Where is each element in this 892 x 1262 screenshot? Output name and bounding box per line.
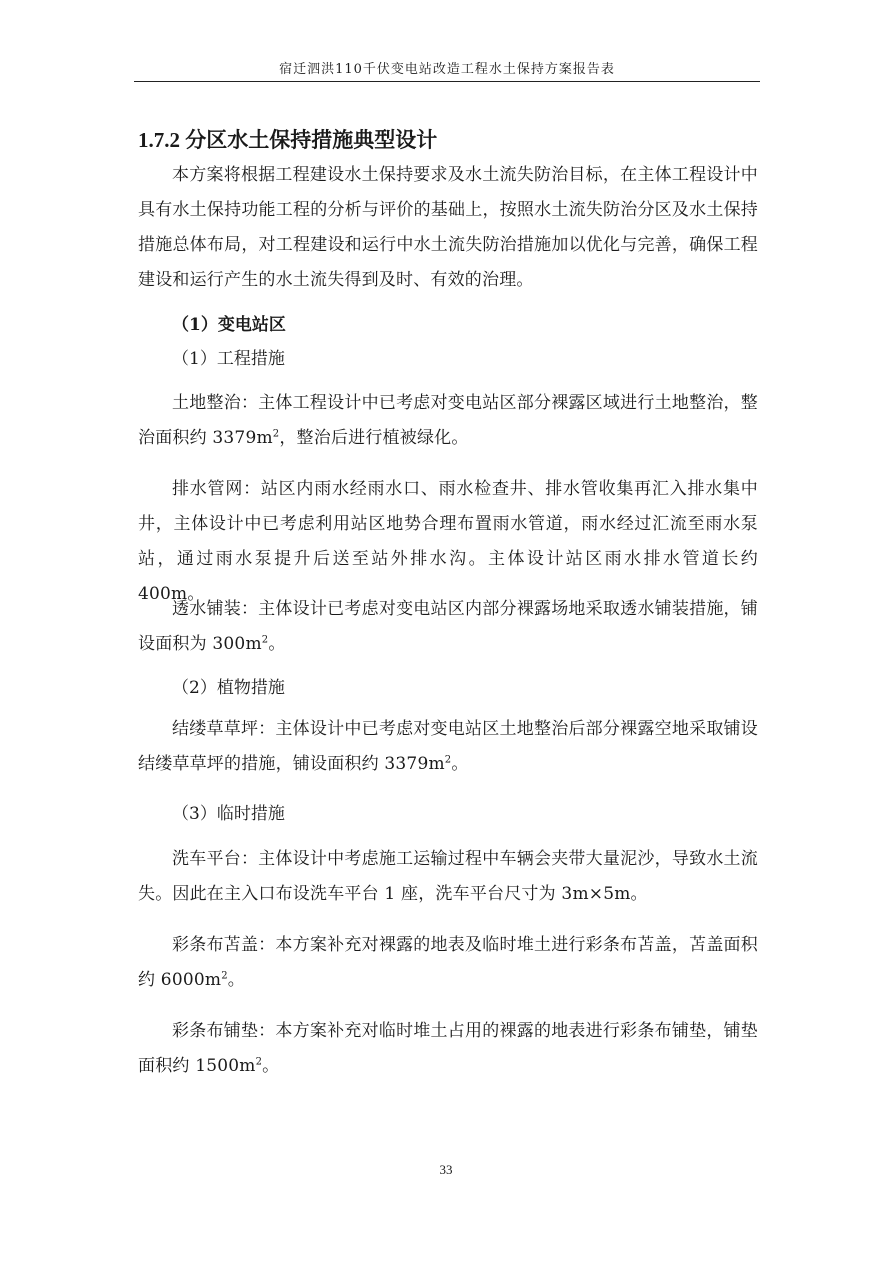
lawn-paragraph: 结缕草草坪：主体设计中已考虑对变电站区土地整治后部分裸露空地采取铺设结缕草草坪的措施，铺设面积约 $3379m^2$。	[138, 719, 758, 774]
section-title: 1.7.2 分区水土保持措施典型设计	[138, 128, 438, 152]
engineering-heading: （1）工程措施	[172, 349, 285, 369]
page-header: 宿迁泗洪110千伏变电站改造工程水土保持方案报告表	[279, 62, 615, 77]
wash-paragraph: 洗车平台：主体设计中考虑施工运输过程中车辆会夹带大量泥沙，导致水土流失。因此在主入口布设洗车平台 1 座，洗车平台尺寸为 3m×5m。	[138, 849, 758, 904]
land-paragraph: 土地整治：主体工程设计中已考虑对变电站区部分裸露区域进行土地整治，整治面积约 $3379m^2$，整治后进行植被绿化。	[138, 393, 758, 448]
intro-paragraph: 本方案将根据工程建设水土保持要求及水土流失防治目标，在主体工程设计中具有水土保持功能工程的分析与评价的基础上，按照水土流失防治分区及水土保持措施总体布局，对工程建设和运行中水土流失防治措施加以优化与完善，确保工程建设和运行产生的水土流失得到及时、有效的治理。	[138, 165, 758, 290]
cover-paragraph: 彩条布苫盖：本方案补充对裸露的地表及临时堆土进行彩条布苫盖，苫盖面积约 $6000m^2$。	[138, 935, 758, 990]
header-divider	[134, 81, 760, 82]
drain-paragraph: 排水管网：站区内雨水经雨水口、雨水检查井、排水管收集再汇入排水集中井，主体设计中已考虑利用站区地势合理布置雨水管道，雨水经过汇流至雨水泵站，通过雨水泵提升后送至站外排水沟。主体设计站区雨水排水管道长约 400m。	[138, 479, 758, 604]
temp-heading: （3）临时措施	[172, 804, 285, 824]
mat-paragraph: 彩条布铺垫：本方案补充对临时堆土占用的裸露的地表进行彩条布铺垫，铺垫面积约 $1500m^2$。	[138, 1021, 758, 1076]
page-number: 33	[439, 1162, 453, 1177]
zone-heading: （1）变电站区	[172, 315, 286, 335]
plant-heading: （2）植物措施	[172, 678, 285, 698]
pave-paragraph: 透水铺装：主体设计已考虑对变电站区内部分裸露场地采取透水铺装措施，铺设面积为 $300m^2$。	[138, 599, 758, 654]
